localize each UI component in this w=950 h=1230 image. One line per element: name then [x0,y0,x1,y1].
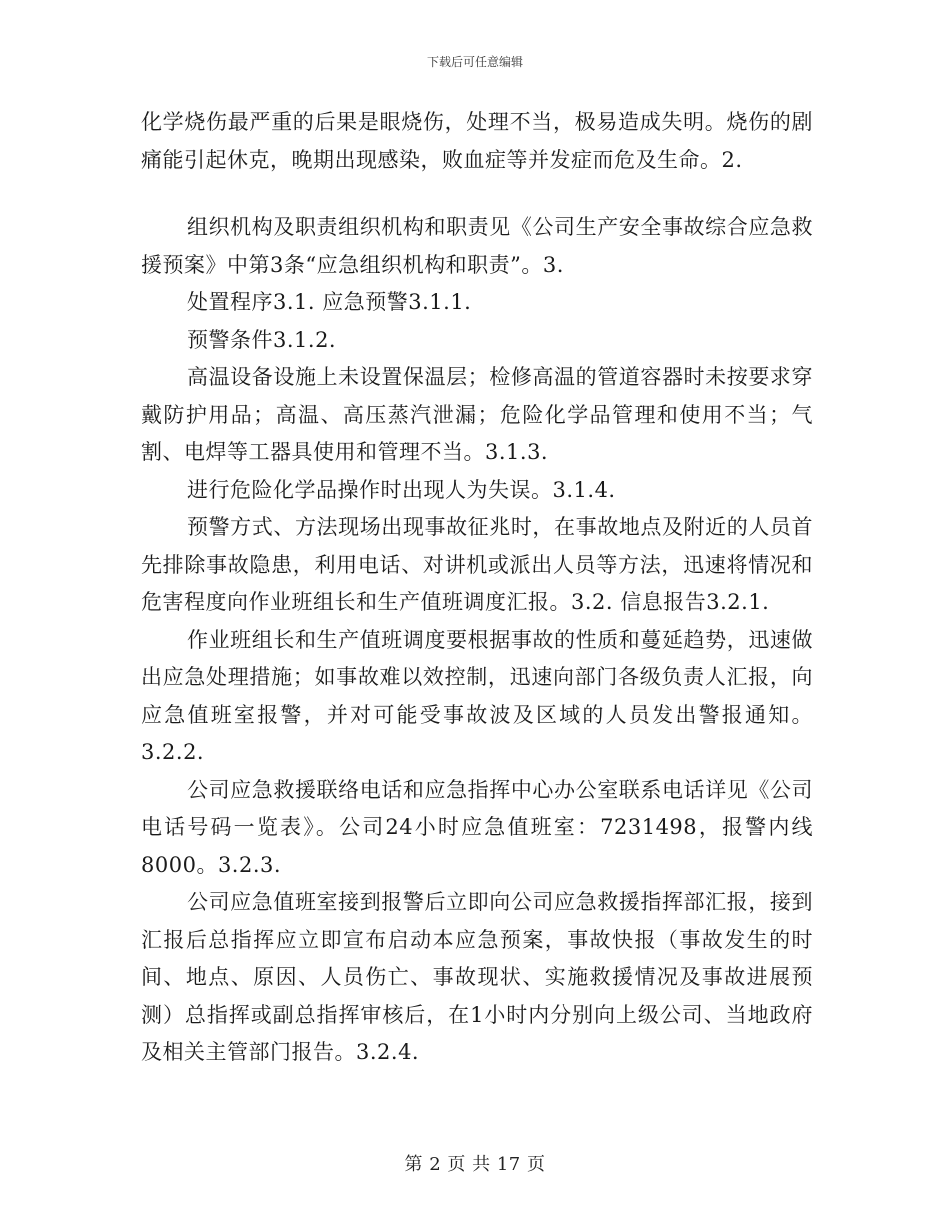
page-number-footer: 第 2 页 共 17 页 [404,1154,546,1175]
header-note: 下载后可任意编辑 [426,55,523,69]
paragraph: 作业班组长和生产值班调度要根据事故的性质和蔓延趋势，迅速做出应急处理措施；如事故难以效控制，迅速向部门各级负责人汇报，向应急值班室报警，并对可能受事故波及区域的人员发出警报通知。3.2.2. [141,627,813,764]
paragraph: 公司应急救援联络电话和应急指挥中心办公室联系电话详见《公司电话号码一览表》。公司24小时应急值班室：7231498，报警内线8000。3.2.3. [141,777,813,877]
paragraph: 进行危险化学品操作时出现人为失误。3.1.4. [187,477,616,502]
paragraph: 化学烧伤最严重的后果是眼烧伤，处理不当，极易造成失明。烧伤的剧痛能引起休克，晚期出现感染，败血症等并发症而危及生命。2. [141,110,813,172]
paragraph: 预警方式、方法现场出现事故征兆时，在事故地点及附近的人员首先排除事故隐患，利用电话、对讲机或派出人员等方法，迅速将情况和危害程度向作业班组长和生产值班调度汇报。3.2. 信息报告3.2.1. [141,515,813,614]
paragraph: 组织机构及职责组织机构和职责见《公司生产安全事故综合应急救援预案》中第3条“应急组织机构和职责”。3. [141,215,813,277]
paragraph: 公司应急值班室接到报警后立即向公司应急救援指挥部汇报，接到汇报后总指挥应立即宣布启动本应急预案，事故快报（事故发生的时间、地点、原因、人员伤亡、事故现状、实施救援情况及事故进展预测）总指挥或副总指挥审核后，在1小时内分别向上级公司、当地政府及相关主管部门报告。3.2.4. [141,890,813,1064]
body-text [141,104,813,1072]
paragraph: 预警条件3.1.2. [187,327,337,352]
paragraph: 处置程序3.1. 应急预警3.1.1. [187,290,472,314]
paragraph: 高温设备设施上未设置保温层；检修高温的管道容器时未按要求穿戴防护用品；高温、高压蒸汽泄漏；危险化学品管理和使用不当；气割、电焊等工器具使用和管理不当。3.1.3. [141,365,813,464]
